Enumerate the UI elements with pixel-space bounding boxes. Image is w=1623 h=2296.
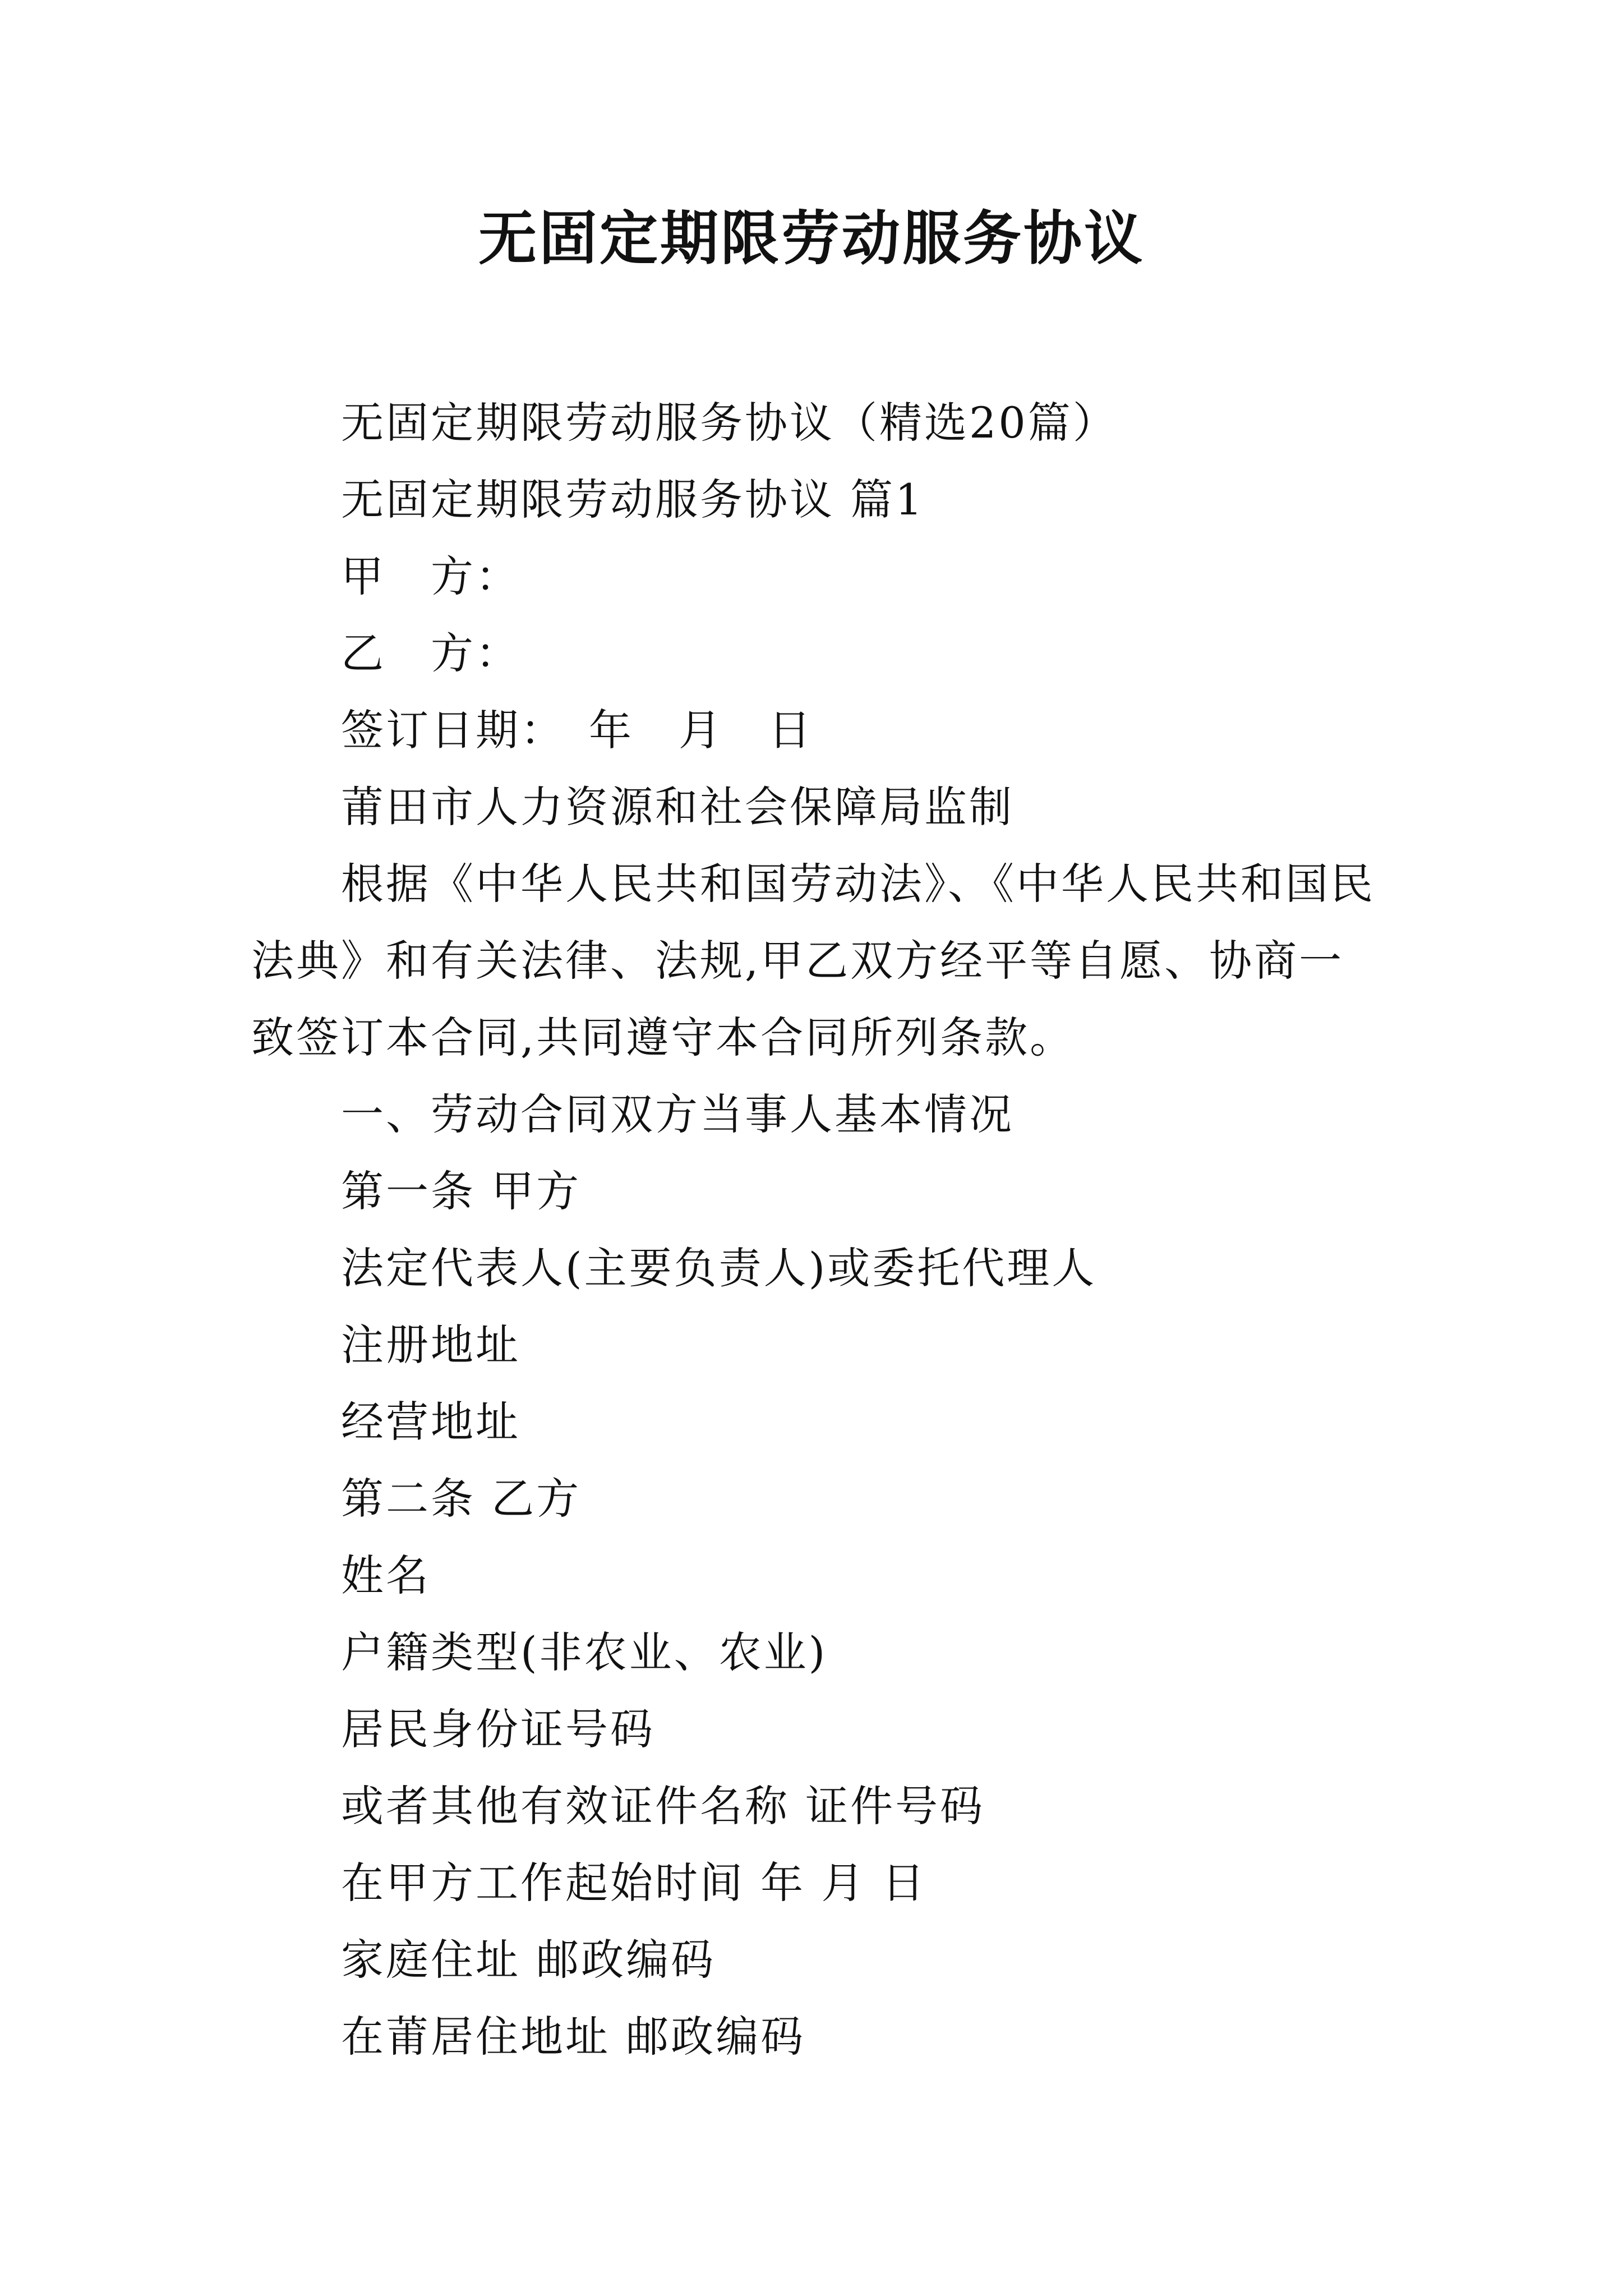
home-address-line: 家庭住址 邮政编码 bbox=[341, 1935, 716, 1985]
registered-address-line: 注册地址 bbox=[341, 1320, 520, 1370]
other-id-line: 或者其他有效证件名称 证件号码 bbox=[341, 1781, 985, 1831]
article-two-heading: 第二条 乙方 bbox=[341, 1474, 582, 1524]
section-one-heading: 一、劳动合同双方当事人基本情况 bbox=[341, 1089, 1014, 1139]
party-a-line: 甲 方： bbox=[341, 551, 520, 601]
legal-representative-line: 法定代表人(主要负责人)或委托代理人 bbox=[341, 1243, 1097, 1293]
supervisor-line: 莆田市人力资源和社会保障局监制 bbox=[341, 782, 1014, 832]
paragraph-collection-title: 无固定期限劳动服务协议（精选20篇） bbox=[341, 398, 1118, 448]
business-address-line: 经营地址 bbox=[341, 1397, 520, 1447]
party-b-line: 乙 方： bbox=[341, 628, 520, 678]
document-body bbox=[251, 384, 1384, 2075]
id-number-line: 居民身份证号码 bbox=[341, 1704, 655, 1754]
article-one-heading: 第一条 甲方 bbox=[341, 1166, 582, 1216]
preamble-paragraph: 根据《中华人民共和国劳动法》、《中华人民共和国民法典》和有关法律、法规,甲乙双方经平等自愿、协商一致签订本合同,共同遵守本合同所列条款。 bbox=[251, 859, 1375, 1062]
signing-date-line: 签订日期： 年 月 日 bbox=[341, 705, 813, 755]
paragraph-article-heading: 无固定期限劳动服务协议 篇1 bbox=[341, 475, 925, 524]
name-line: 姓名 bbox=[341, 1550, 431, 1600]
start-date-line: 在甲方工作起始时间 年 月 日 bbox=[341, 1858, 927, 1908]
household-type-line: 户籍类型(非农业、农业) bbox=[341, 1627, 828, 1677]
local-address-line: 在莆居住地址 邮政编码 bbox=[341, 2012, 806, 2062]
document-title: 无固定期限劳动服务协议 bbox=[478, 204, 1145, 273]
